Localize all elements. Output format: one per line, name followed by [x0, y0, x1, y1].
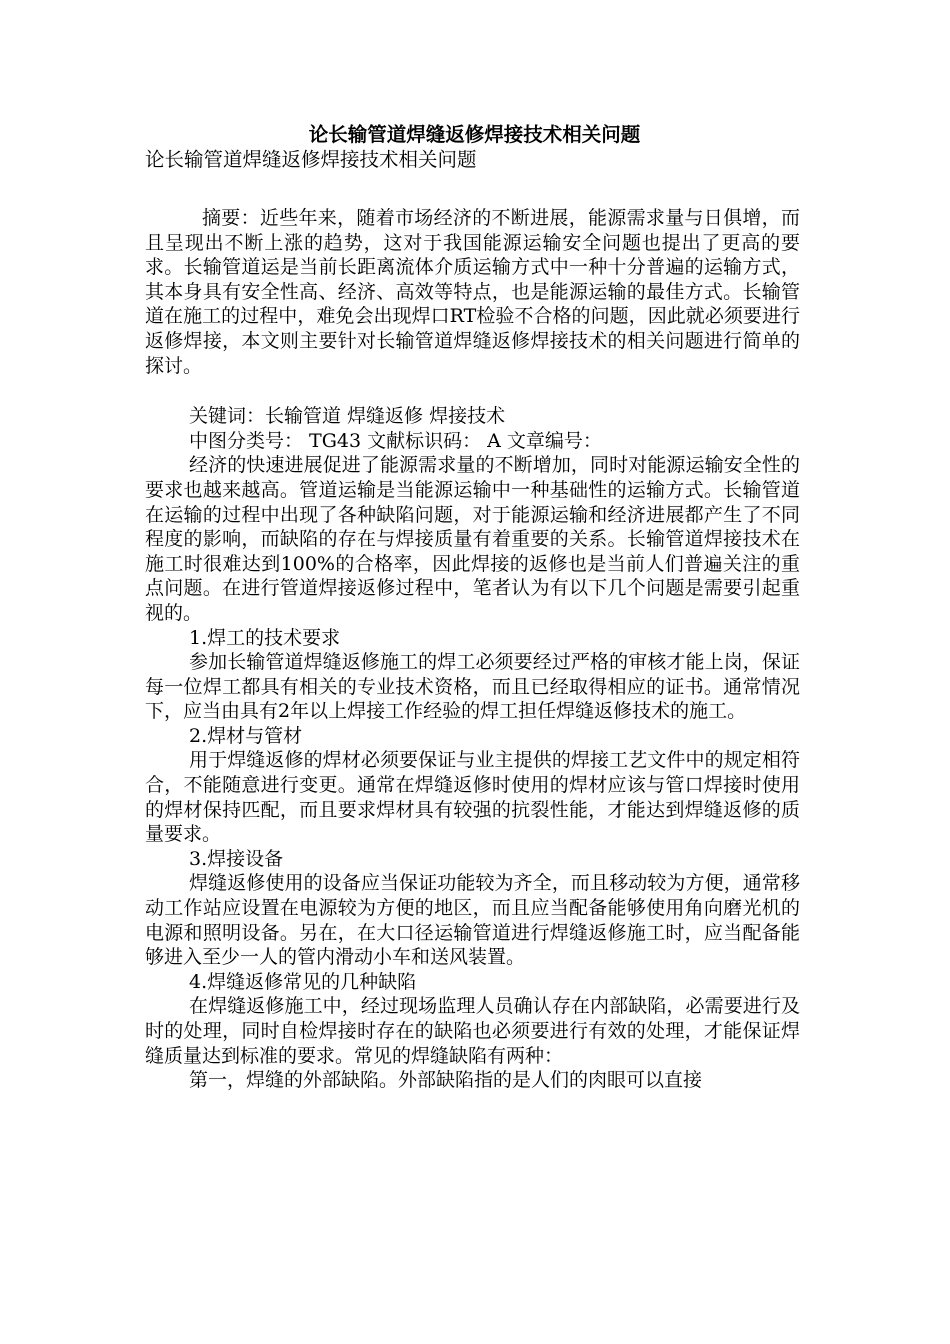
section-heading: 3.焊接设备 — [189, 847, 284, 870]
section-body: 在焊缝返修施工中，经过现场监理人员确认存在内部缺陷，必需要进行及时的处理，同时自检焊接时存在的缺陷也必须要进行有效的处理，才能保证焊缝质量达到标准的要求。常见的焊缝缺陷有两种： — [145, 995, 800, 1067]
document-page — [145, 123, 800, 1093]
spacer — [145, 378, 800, 404]
intro-paragraph: 经济的快速进展促进了能源需求量的不断增加，同时对能源运输安全性的要求也越来越高。管道运输是当能源运输中一种基础性的运输方式。长输管道在运输的过程中出现了各种缺陷问题，对于能源运输和经济进展都产生了不同程度的影响，而缺陷的存在与焊接质量有着重要的关系。长输管道焊接技术在施工时很难达到100%的合格率，因此焊接的返修也是当前人们普遍关注的重点问题。在进行管道焊接返修过程中，笔者认为有以下几个问题是需要引起重视的。 — [145, 454, 800, 624]
classification-line: 中图分类号： TG43 文献标识码： A 文章编号： — [189, 429, 602, 452]
body-paragraph: 第一，焊缝的外部缺陷。外部缺陷指的是人们的肉眼可以直接 — [189, 1069, 703, 1092]
section-heading: 1.焊工的技术要求 — [189, 626, 341, 649]
section-body: 参加长输管道焊缝返修施工的焊工必须要经过严格的审核才能上岗，保证每一位焊工都具有相关的专业技术资格，而且已经取得相应的证书。通常情况下，应当由具有2年以上焊接工作经验的焊工担任焊缝返修技术的施工。 — [145, 651, 800, 723]
section-heading: 4.焊缝返修常见的几种缺陷 — [189, 970, 417, 993]
section-heading: 2.焊材与管材 — [189, 724, 303, 747]
abstract-paragraph: 摘要：近些年来，随着市场经济的不断进展，能源需求量与日俱增，而且呈现出不断上涨的趋势，这对于我国能源运输安全问题也提出了更高的要求。长输管道运是当前长距离流体介质运输方式中一种十分普遍的运输方式，其本身具有安全性高、经济、高效等特点，也是能源运输的最佳方式。长输管道在施工的过程中，难免会出现焊口RT检验不合格的问题，因此就必须要进行返修焊接，本文则主要针对长输管道焊缝返修焊接技术的相关问题进行简单的探讨。 — [145, 207, 800, 377]
section-body: 用于焊缝返修的焊材必须要保证与业主提供的焊接工艺文件中的规定相符合，不能随意进行变更。通常在焊缝返修时使用的焊材应该与管口焊接时使用的焊材保持匹配，而且要求焊材具有较强的抗裂性能，才能达到焊缝返修的质量要求。 — [145, 749, 800, 846]
keywords-line: 关键词：长输管道 焊缝返修 焊接技术 — [189, 405, 506, 428]
document-subtitle: 论长输管道焊缝返修焊接技术相关问题 — [145, 148, 477, 171]
document-title: 论长输管道焊缝返修焊接技术相关问题 — [308, 123, 641, 146]
section-body: 焊缝返修使用的设备应当保证功能较为齐全，而且移动较为方便，通常移动工作站应设置在电源较为方便的地区，而且应当配备能够使用角向磨光机的电源和照明设备。另在，在大口径运输管道进行焊缝返修施工时，应当配备能够进入至少一人的管内滑动小车和送风装置。 — [145, 872, 800, 969]
spacer — [145, 173, 800, 206]
